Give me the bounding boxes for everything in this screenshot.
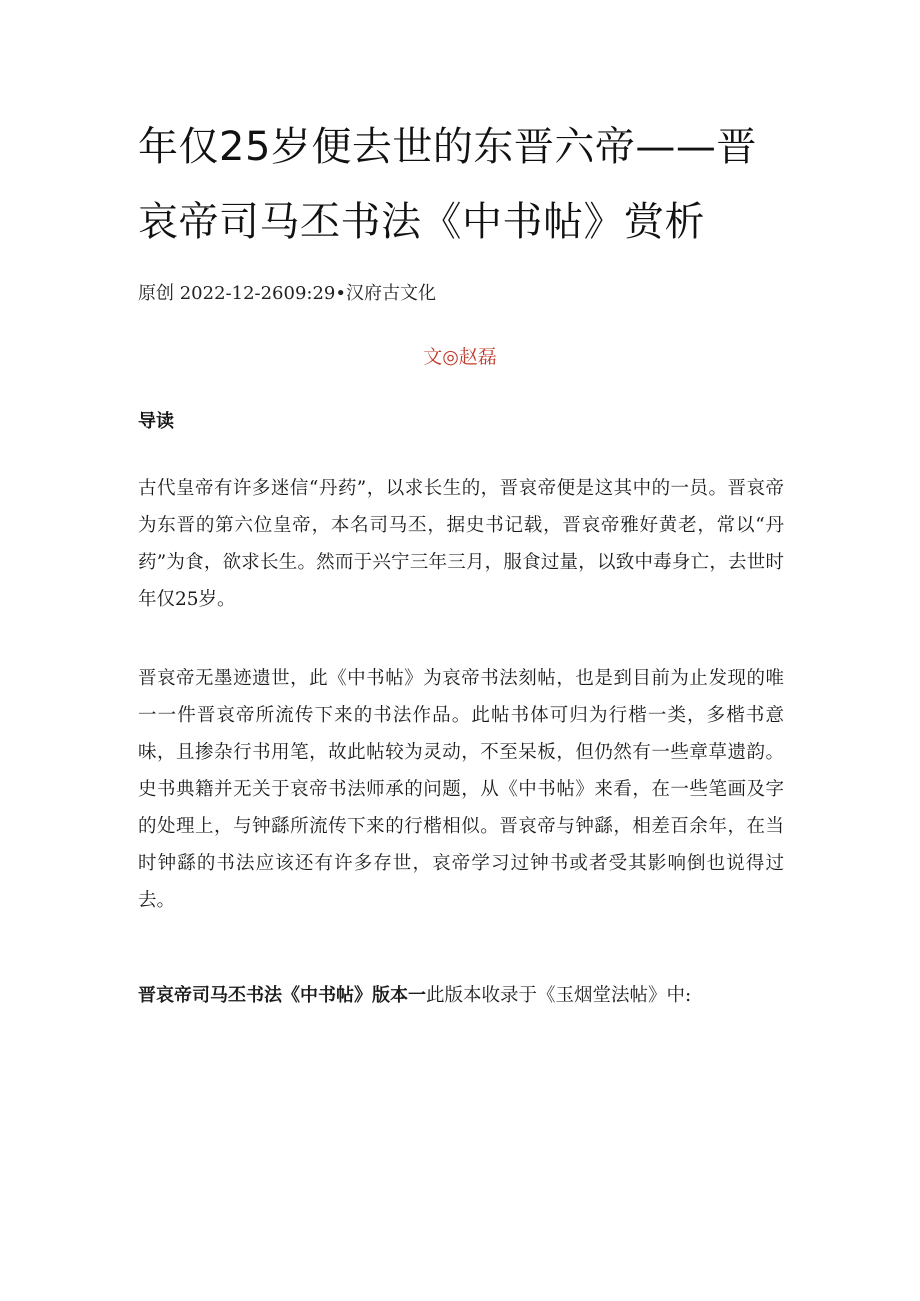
article-meta: 原创 2022-12-2609:29•汉府古文化 <box>138 283 436 304</box>
version-heading: 晋哀帝司马丕书法《中书帖》版本一 <box>138 985 426 1006</box>
section-heading-intro: 导读 <box>138 411 174 432</box>
paragraph-1: 古代皇帝有许多迷信“丹药”，以求长生的，晋哀帝便是这其中的一员。晋哀帝为东晋的第六位皇帝，本名司马丕，据史书记载，晋哀帝雅好黄老，常以“丹药”为食，欲求长生。然而于兴宁三年三月，服食过量，以致中毒身亡，去世时年仅25岁。 <box>138 478 784 610</box>
version-note: 此版本收录于《玉烟堂法帖》中: <box>426 985 692 1006</box>
paragraph-2: 晋哀帝无墨迹遗世，此《中书帖》为哀帝书法刻帖，也是到目前为止发现的唯一一件晋哀帝所流传下来的书法作品。此帖书体可归为行楷一类，多楷书意味，且掺杂行书用笔，故此帖较为灵动，不至呆板，但仍然有一些章草遗韵。史书典籍并无关于哀帝书法师承的问题，从《中书帖》来看，在一些笔画及字的处理上，与钟繇所流传下来的行楷相似。晋哀帝与钟繇，相差百余年，在当时钟繇的书法应该还有许多存世，哀帝学习过钟书或者受其影响倒也说得过去。 <box>138 668 784 911</box>
article-title: 年仅25岁便去世的东晋六帝——晋哀帝司马丕书法《中书帖》赏析 <box>138 124 757 245</box>
version-line <box>138 982 788 1010</box>
author-byline: 文◎赵磊 <box>423 346 497 368</box>
